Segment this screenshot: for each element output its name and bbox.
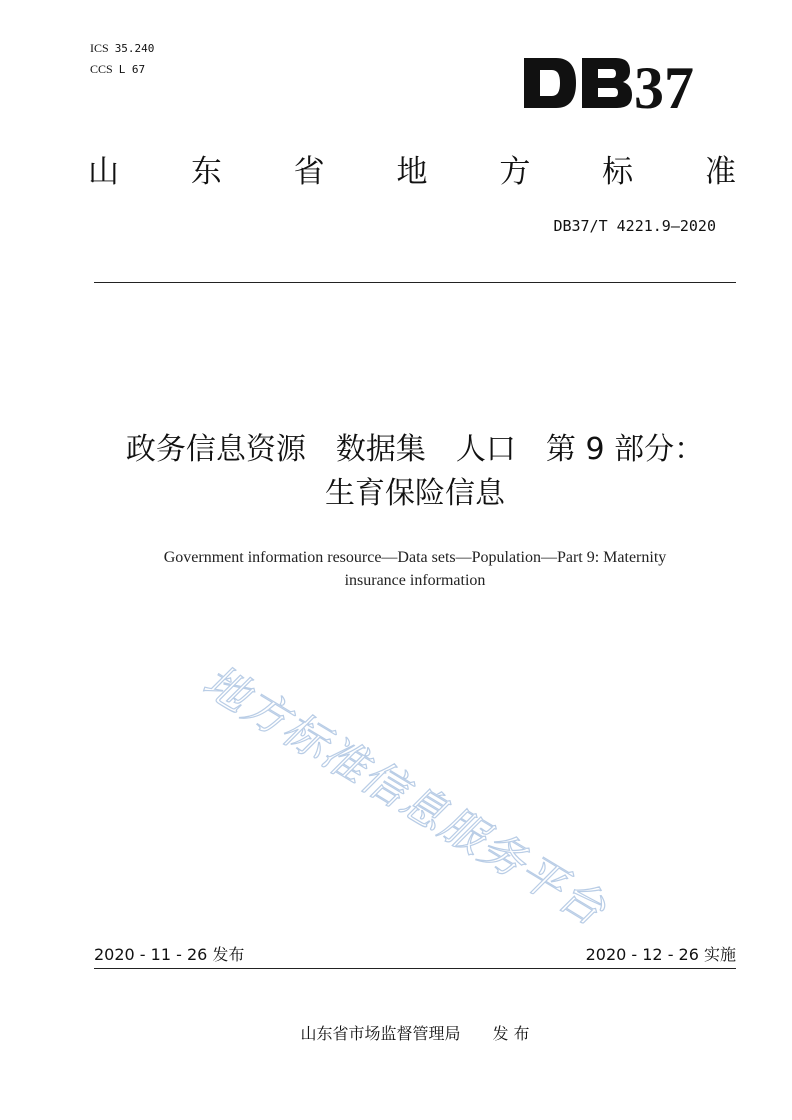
standard-kind-char: 标 xyxy=(602,154,634,190)
standard-number: DB37/T 4221.9—2020 xyxy=(553,217,716,235)
ccs-row xyxy=(90,59,154,80)
issuer: 山东省市场监督管理局 发 布 xyxy=(300,1024,530,1043)
db37-logo xyxy=(520,50,710,121)
classification-codes xyxy=(90,38,154,80)
ics-code: 35.240 xyxy=(114,42,155,55)
bottom-divider xyxy=(94,968,736,969)
title-zh-line1: 政务信息资源 数据集 人口 第 9 部分： xyxy=(125,432,705,467)
ics-row xyxy=(90,38,154,59)
title-zh-line2: 生育保险信息 xyxy=(325,476,505,511)
watermark xyxy=(190,650,650,937)
svg-text:37: 37 xyxy=(634,55,694,121)
document-title-zh xyxy=(60,428,770,516)
document-title-en xyxy=(100,546,730,592)
publish-date: 2020 - 11 - 26 发布 xyxy=(94,945,245,964)
implement-date: 2020 - 12 - 26 实施 xyxy=(585,945,736,964)
standard-kind-char: 地 xyxy=(396,154,428,190)
title-en-line1: Government information resource—Data sets—Population—Part 9: Maternity xyxy=(163,549,667,566)
dates-row xyxy=(94,944,736,966)
standard-kind-char: 方 xyxy=(499,154,531,190)
standard-kind-heading xyxy=(88,150,736,194)
top-divider xyxy=(94,282,736,283)
standard-kind-char: 省 xyxy=(293,154,325,190)
standard-kind-char: 准 xyxy=(704,154,736,190)
standard-kind-char: 东 xyxy=(190,154,222,190)
svg-text:地方标准信息服务平台: 地方标准信息服务平台 xyxy=(194,655,615,937)
ccs-label: CCS xyxy=(90,62,113,76)
title-en-line2: insurance information xyxy=(344,572,486,589)
standard-kind-char: 山 xyxy=(88,154,119,190)
ics-label: ICS xyxy=(90,41,109,55)
ccs-code: L 67 xyxy=(118,63,146,76)
